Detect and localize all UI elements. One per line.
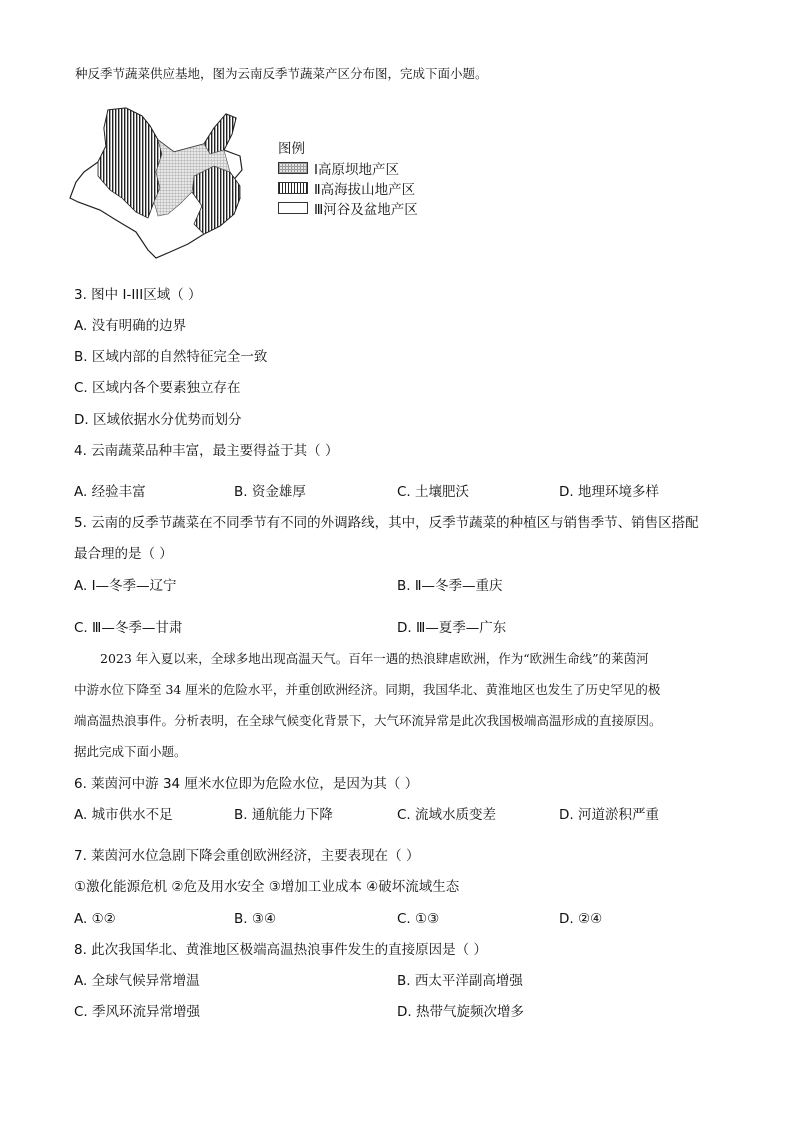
question-8-option-d: D. 热带气旋频次增多 [397,1004,524,1020]
passage-line-1: 2023 年入夏以来，全球多地出现高温天气。百年一遇的热浪肆虐欧洲，作为“欧洲生命线”的莱茵河 [100,651,649,666]
question-6-option-a: A. 城市供水不足 [74,807,173,823]
question-3-option-c: C. 区域内各个要素独立存在 [74,380,241,396]
blank-swatch-icon [278,202,308,214]
legend-title: 图例 [278,141,305,157]
region-ii-northeast [204,114,236,154]
legend-item-region-i: Ⅰ高原坝地产区 [278,159,418,177]
question-6-stem: 6. 莱茵河中游 34 厘米水位即为危险水位，是因为其（ ） [74,776,419,792]
question-8-option-c: C. 季风环流异常增强 [74,1004,201,1020]
stripe-swatch-icon [278,182,308,194]
map-legend [278,137,418,217]
question-3-option-b: B. 区域内部的自然特征完全一致 [74,349,268,365]
question-7-statements: ①激化能源危机 ②危及用水安全 ③增加工业成本 ④破坏流域生态 [74,879,460,895]
question-4-option-a: A. 经验丰富 [74,484,146,500]
question-7-option-c: C. ①③ [397,911,440,927]
question-5-stem-line2: 最合理的是（ ） [74,546,173,562]
question-7-option-a: A. ①② [74,911,116,927]
region-ii-east [192,166,240,234]
question-6-option-d: D. 河道淤积严重 [559,807,659,823]
question-5-option-a: A. Ⅰ—冬季—辽宁 [74,578,177,594]
yunnan-vegetable-region-map [64,106,254,262]
grid-swatch-icon [278,162,308,174]
passage-line-3: 端高温热浪事件。分析表明，在全球气候变化背景下，大气环流异常是此次我国极端高温形成的直接原因。 [74,713,662,728]
legend-item-region-ii: Ⅱ高海拔山地产区 [278,179,418,197]
question-8-stem: 8. 此次我国华北、黄淮地区极端高温热浪事件发生的直接原因是（ ） [74,942,487,958]
question-4-option-c: C. 土壤肥沃 [397,484,470,500]
legend-item-region-iii: Ⅲ河谷及盆地产区 [278,199,418,217]
question-5-option-b: B. Ⅱ—冬季—重庆 [397,578,503,594]
intro-text: 种反季节蔬菜供应基地，图为云南反季节蔬菜产区分布图，完成下面小题。 [75,66,488,81]
question-6-option-c: C. 流域水质变差 [397,807,497,823]
question-3-option-a: A. 没有明确的边界 [74,318,187,334]
question-3-stem: 3. 图中 I-III区域（ ） [74,287,202,303]
passage-line-2: 中游水位下降至 34 厘米的危险水平，并重创欧洲经济。同期，我国华北、黄淮地区也发生了历史罕见的极 [74,682,661,697]
question-7-option-d: D. ②④ [559,911,603,927]
question-4-stem: 4. 云南蔬菜品种丰富，最主要得益于其（ ） [74,443,339,459]
question-5-option-d: D. Ⅲ—夏季—广东 [397,620,507,636]
question-3-option-d: D. 区域依据水分优势而划分 [74,412,242,428]
question-5-stem-line1: 5. 云南的反季节蔬菜在不同季节有不同的外调路线，其中，反季节蔬菜的种植区与销售季节、销售区搭配 [74,515,699,531]
question-4-option-b: B. 资金雄厚 [234,484,306,500]
question-4-option-d: D. 地理环境多样 [559,484,659,500]
question-7-option-b: B. ③④ [234,911,277,927]
question-5-option-c: C. Ⅲ—冬季—甘肃 [74,620,183,636]
passage-line-4: 据此完成下面小题。 [74,744,187,759]
question-6-option-b: B. 通航能力下降 [234,807,333,823]
question-8-option-a: A. 全球气候异常增温 [74,973,200,989]
question-7-stem: 7. 莱茵河水位急剧下降会重创欧洲经济，主要表现在（ ） [74,848,420,864]
question-8-option-b: B. 西太平洋副高增强 [397,973,523,989]
